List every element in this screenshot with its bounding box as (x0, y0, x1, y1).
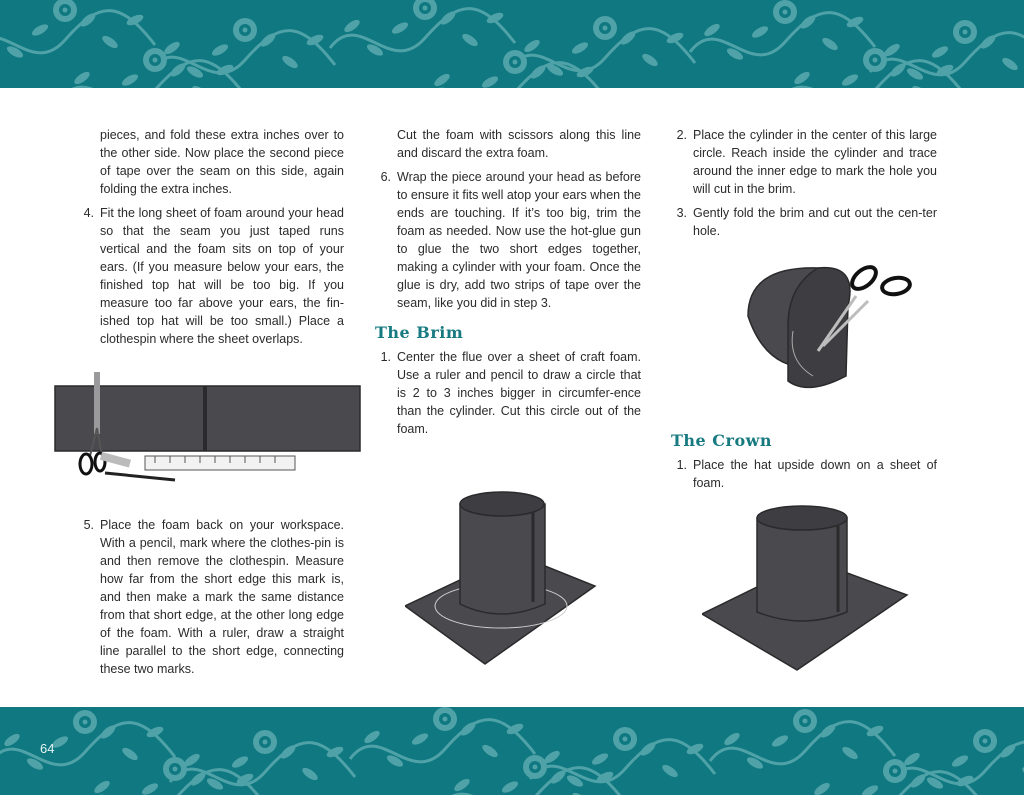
crown-step-1 (671, 456, 937, 492)
brim-step-1 (375, 348, 641, 438)
step-2 (671, 126, 937, 198)
step-number: 5. (83, 518, 94, 532)
step-number: 1. (380, 350, 391, 364)
foam-sheet-illustration (50, 368, 365, 488)
step-text: Gently fold the brim and cut out the cen-ter hole. (693, 206, 937, 238)
step-number: 6. (380, 170, 391, 184)
step-number: 4. (83, 206, 94, 220)
section-heading-crown: The Crown (671, 431, 773, 450)
foam-sheet (55, 386, 360, 451)
step-6 (375, 168, 641, 312)
column-1 (78, 126, 344, 348)
step-number: 2. (676, 128, 687, 142)
step-text: Wrap the piece around your head as before to ensure it fits well atop your ears when the ends are touching. If it’s too big, trim the foam as needed. Now use the hot-glue gun to glue the two short edges together, making a cylinder with your foam. Once the glue is dry, add two strips of tape over the seam, like you did in step 3. (397, 170, 641, 310)
page-number: 64 (40, 741, 55, 756)
section-heading-brim: The Brim (375, 323, 464, 342)
step-5 (78, 516, 344, 678)
pencil (105, 473, 175, 480)
continued-paragraph: pieces, and fold these extra inches over to the other side. Now place the second piece of tape over the seam on this side, again folding the extra inches. (100, 128, 344, 196)
continued-paragraph: Cut the foam with scissors along this line and discard the extra foam. (397, 128, 641, 160)
vine-pattern (0, 707, 1024, 795)
top-decorative-band (0, 0, 1024, 88)
vine-pattern (0, 0, 1024, 88)
step-text: Place the cylinder in the center of this large circle. Reach inside the cylinder and trace around the inner edge to mark the hole you will cut in the brim. (693, 128, 937, 196)
column-1-lower (78, 516, 344, 678)
cylinder-on-foam-illustration (405, 484, 605, 674)
hat-crown (757, 518, 847, 621)
step-text: Place the hat upside down on a sheet of foam. (693, 458, 937, 490)
column-3 (671, 126, 937, 240)
ruler (145, 456, 295, 470)
folded-brim-illustration (728, 256, 928, 406)
step-text: Fit the long sheet of foam around your head so that the seam you just taped runs vertical and the foam sits on top of your ears. (If you measure below your ears, the finished top hat will be too big. If you measure too far above your ears, the fin-ished top hat will be too small.) Place a clothespin where the sheet overlaps. (100, 206, 344, 346)
column-3-lower (671, 432, 937, 492)
step-number: 1. (676, 458, 687, 472)
scissors-icon (80, 454, 92, 474)
bottom-decorative-band (0, 707, 1024, 795)
clothespin (94, 372, 100, 434)
step-text: Center the flue over a sheet of craft foam. Use a ruler and pencil to draw a circle that is 2 to 3 inches bigger in circumfer-ence than the cylinder. Cut this circle out of the foam. (397, 350, 641, 436)
step-4 (78, 204, 344, 348)
step-text: Place the foam back on your workspace. With a pencil, mark where the clothes-pin is and then remove the clothespin. Measure how far from the short edge this mark is, and then make a mark the same distance from that short edge, at the other long edge of the foam. With a ruler, draw a straight line parallel to the short edge, connecting these two marks. (100, 518, 344, 676)
step-number: 3. (676, 206, 687, 220)
step-3 (671, 204, 937, 240)
column-2 (375, 126, 641, 438)
hat-on-foam-illustration (702, 500, 912, 680)
